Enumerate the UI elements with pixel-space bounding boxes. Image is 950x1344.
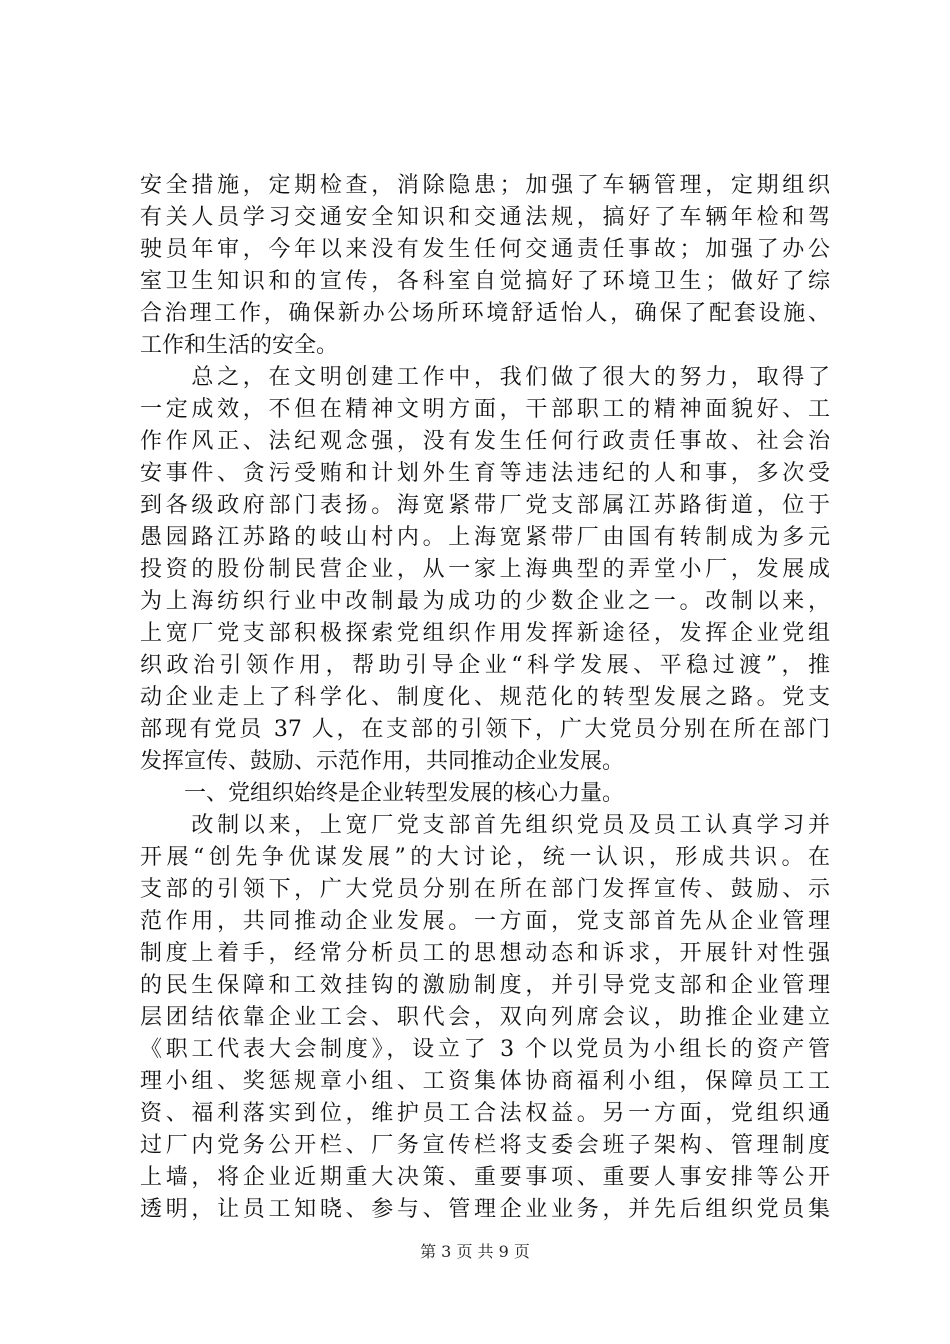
document-body <box>140 170 830 1226</box>
page-footer: 第 3 页 共 9 页 <box>420 1242 530 1261</box>
text-line: 透明，让员工知晓、参与、管理企业业务，并先后组织党员集 <box>140 1197 830 1222</box>
text-line: 部现有党员 37 人，在支部的引领下，广大党员分别在所在部门 <box>140 717 830 742</box>
text-line: 开展“创先争优谋发展”的大讨论，统一认识，形成共识。在 <box>140 845 830 870</box>
text-line: 动企业走上了科学化、制度化、规范化的转型发展之路。党支 <box>140 685 830 710</box>
text-line: 安全措施，定期检查，消除隐患；加强了车辆管理，定期组织 <box>140 173 830 198</box>
text-line: 作作风正、法纪观念强，没有发生任何行政责任事故、社会治 <box>140 429 830 454</box>
text-line: 制度上着手，经常分析员工的思想动态和诉求，开展针对性强 <box>140 941 830 966</box>
text-line: 《职工代表大会制度》，设立了 3 个以党员为小组长的资产管 <box>140 1037 830 1062</box>
text-line: 层团结依靠企业工会、职代会，双向列席会议，助推企业建立 <box>140 1005 830 1030</box>
text-line: 室卫生知识和的宣传，各科室自觉搞好了环境卫生；做好了综 <box>140 269 830 294</box>
text-line: 发挥宣传、鼓励、示范作用，共同推动企业发展。 <box>140 749 625 774</box>
text-line: 总之，在文明创建工作中，我们做了很大的努力，取得了 <box>140 365 830 390</box>
text-line: 愚园路江苏路的岐山村内。上海宽紧带厂由国有转制成为多元 <box>140 525 830 550</box>
text-line: 过厂内党务公开栏、厂务宣传栏将支委会班子架构、管理制度 <box>140 1133 830 1158</box>
text-line: 投资的股份制民营企业，从一家上海典型的弄堂小厂，发展成 <box>140 557 830 582</box>
text-line: 上墙，将企业近期重大决策、重要事项、重要人事安排等公开 <box>140 1165 830 1190</box>
text-line: 一定成效，不但在精神文明方面，干部职工的精神面貌好、工 <box>140 397 830 422</box>
text-line: 上宽厂党支部积极探索党组织作用发挥新途径，发挥企业党组 <box>140 621 830 646</box>
text-line: 安事件、贪污受贿和计划外生育等违法违纪的人和事，多次受 <box>140 461 830 486</box>
text-line: 支部的引领下，广大党员分别在所在部门发挥宣传、鼓励、示 <box>140 877 830 902</box>
text-line: 工作和生活的安全。 <box>140 333 339 358</box>
text-line: 一、党组织始终是企业转型发展的核心力量。 <box>140 781 625 806</box>
text-line: 理小组、奖惩规章小组、工资集体协商福利小组，保障员工工 <box>140 1069 830 1094</box>
text-line: 合治理工作，确保新办公场所环境舒适怡人，确保了配套设施、 <box>140 301 830 326</box>
text-line: 改制以来，上宽厂党支部首先组织党员及员工认真学习并 <box>140 813 830 838</box>
text-line: 范作用，共同推动企业发展。一方面，党支部首先从企业管理 <box>140 909 830 934</box>
text-line: 为上海纺织行业中改制最为成功的少数企业之一。改制以来， <box>140 589 830 614</box>
text-line: 有关人员学习交通安全知识和交通法规，搞好了车辆年检和驾 <box>140 205 830 230</box>
text-line: 驶员年审，今年以来没有发生任何交通责任事故；加强了办公 <box>140 237 830 262</box>
text-line: 资、福利落实到位，维护员工合法权益。另一方面，党组织通 <box>140 1101 830 1126</box>
text-line: 织政治引领作用，帮助引导企业“科学发展、平稳过渡”，推 <box>140 653 830 678</box>
text-line: 的民生保障和工效挂钩的激励制度，并引导党支部和企业管理 <box>140 973 830 998</box>
text-line: 到各级政府部门表扬。海宽紧带厂党支部属江苏路街道，位于 <box>140 493 830 518</box>
